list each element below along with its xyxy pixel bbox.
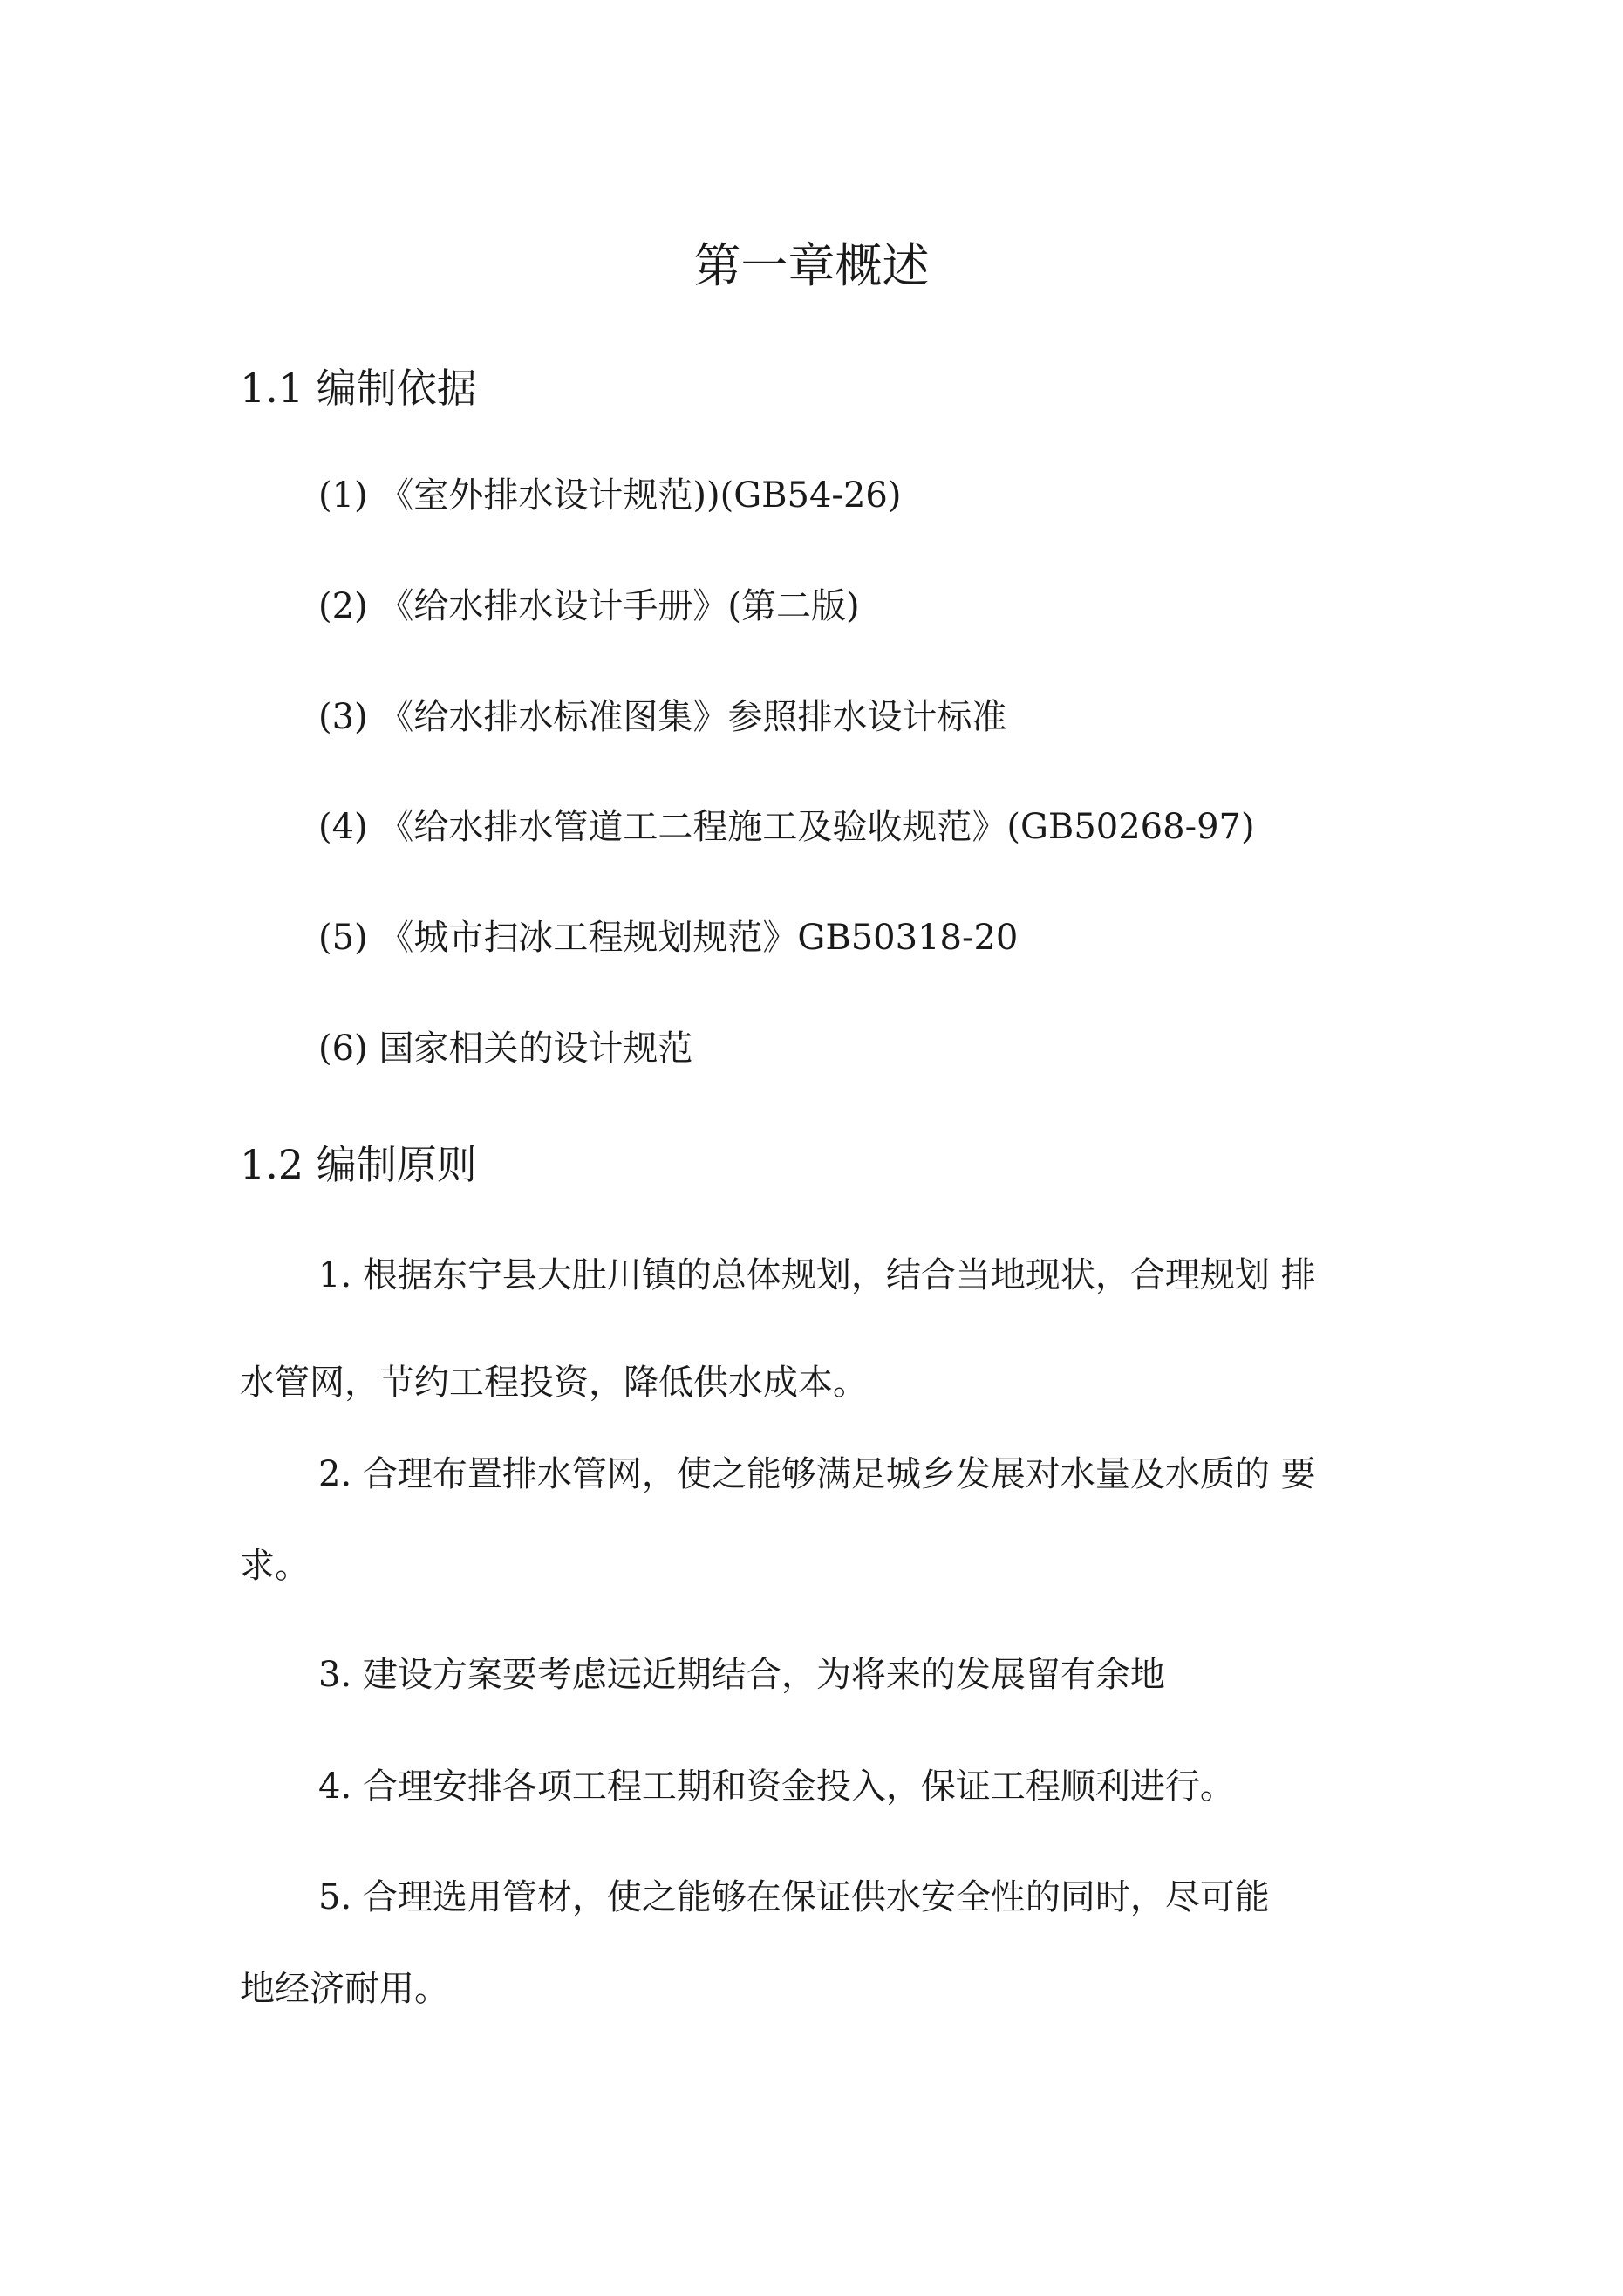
principle-line: 4. 合理安排各项工程工期和资金投入，保证工程顺利进行。: [318, 1766, 1235, 1807]
reference-item: (1) 《室外排水设计规范))(GB54-26): [318, 475, 902, 516]
principle-continuation: 水管网，节约工程投资，降低供水成本。: [240, 1363, 868, 1403]
reference-item: (5) 《城市扫冰工程规划规范》GB50318-20: [318, 918, 1019, 958]
principle-line: 2. 合理布置排水管网，使之能够满足城乡发展对水量及水质的 要: [318, 1454, 1316, 1494]
reference-item: (4) 《给水排水管道工二程施工及验收规范》(GB50268-97): [318, 807, 1255, 847]
chapter-title: 第一章概述: [693, 238, 930, 293]
reference-item: (3) 《给水排水标准图集》参照排水设计标准: [318, 697, 1007, 737]
reference-item: (6) 国家相关的设计规范: [318, 1028, 693, 1069]
principle-continuation: 求。: [240, 1546, 310, 1586]
principle-line: 1. 根据东宁县大肚川镇的总体规划，结合当地现状，合理规划 排: [318, 1255, 1316, 1295]
reference-item: (2) 《给水排水设计手册》(第二版): [318, 586, 860, 626]
section-heading-principles: 1.2 编制原则: [240, 1141, 477, 1188]
principle-line: 3. 建设方案要考虑远近期结合，为将来的发展留有余地: [318, 1655, 1165, 1695]
principle-continuation: 地经济耐用。: [240, 1969, 449, 2009]
section-heading-basis: 1.1 编制依据: [240, 365, 477, 412]
principle-line: 5. 合理选用管材，使之能够在保证供水安全性的同时，尽可能: [318, 1877, 1270, 1917]
